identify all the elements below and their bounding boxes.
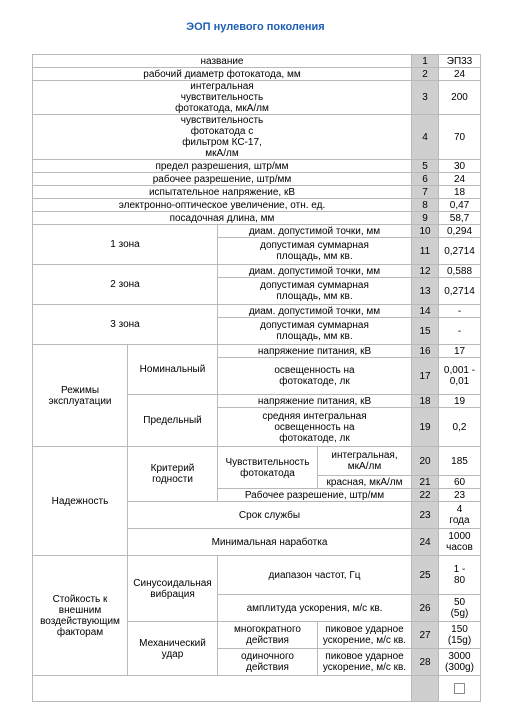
zone-label: 3 зона	[33, 305, 218, 345]
param-label: диам. допустимой точки, мм	[218, 265, 412, 278]
param-value: -	[439, 305, 481, 318]
param-value: -	[439, 318, 481, 345]
param-value: 23	[439, 489, 481, 502]
row-number: 19	[412, 408, 439, 447]
row-number: 26	[412, 595, 439, 622]
row-number: 11	[412, 238, 439, 265]
param-value: 0,588	[439, 265, 481, 278]
table-row	[33, 199, 481, 212]
param-value: 50 (5g)	[439, 595, 481, 622]
table-row	[33, 265, 481, 278]
row-number: 24	[412, 529, 439, 556]
param-value: 18	[439, 186, 481, 199]
param-value: 0,2714	[439, 278, 481, 305]
row-number: 22	[412, 489, 439, 502]
param-label: напряжение питания, кВ	[218, 395, 412, 408]
param-label: многократного действия	[218, 622, 318, 649]
table-row	[33, 173, 481, 186]
footer-cell	[33, 676, 412, 702]
table-row	[33, 68, 481, 81]
param-label: Минимальная наработка	[128, 529, 412, 556]
table-row	[33, 225, 481, 238]
row-number: 8	[412, 199, 439, 212]
table-row	[33, 447, 481, 476]
row-number: 7	[412, 186, 439, 199]
row-number: 13	[412, 278, 439, 305]
param-label: испытательное напряжение, кВ	[33, 186, 412, 199]
shock-label: Механический удар	[128, 622, 218, 676]
row-number: 12	[412, 265, 439, 278]
row-number: 5	[412, 160, 439, 173]
row-number: 16	[412, 345, 439, 358]
param-label: диапазон частот, Гц	[218, 556, 412, 595]
param-value: 4 года	[439, 502, 481, 529]
row-number: 9	[412, 212, 439, 225]
table-row	[33, 212, 481, 225]
footer-checkbox-cell	[439, 676, 481, 702]
table-row	[33, 556, 481, 595]
param-value: 1 - 80	[439, 556, 481, 595]
param-value: 185	[439, 447, 481, 476]
vibration-label: Синусоидальная вибрация	[128, 556, 218, 622]
row-number: 20	[412, 447, 439, 476]
row-number: 15	[412, 318, 439, 345]
spec-table-wrapper	[32, 54, 481, 702]
param-value: 70	[439, 115, 481, 160]
row-number: 28	[412, 649, 439, 676]
param-label: рабочее разрешение, штр/мм	[33, 173, 412, 186]
criterion-label: Критерий годности	[128, 447, 218, 502]
param-label: допустимая суммарная площадь, мм кв.	[218, 318, 412, 345]
param-label: интегральная чувствительность фотокатода, мкА/лм	[33, 81, 412, 115]
param-value: ЭП33	[439, 55, 481, 68]
row-number: 14	[412, 305, 439, 318]
param-label: амплитуда ускорения, м/с кв.	[218, 595, 412, 622]
param-label: диам. допустимой точки, мм	[218, 225, 412, 238]
param-value: 30	[439, 160, 481, 173]
param-sublabel: пиковое ударное ускорение, м/с кв.	[318, 622, 412, 649]
row-number: 4	[412, 115, 439, 160]
param-label: Рабочее разрешение, штр/мм	[218, 489, 412, 502]
table-row	[33, 305, 481, 318]
param-label: посадочная длина, мм	[33, 212, 412, 225]
param-label: допустимая суммарная площадь, мм кв.	[218, 238, 412, 265]
table-row	[33, 115, 481, 160]
row-number: 6	[412, 173, 439, 186]
param-value: 19	[439, 395, 481, 408]
param-value: 200	[439, 81, 481, 115]
zone-label: 1 зона	[33, 225, 218, 265]
param-label: средняя интегральная освещенность на фотокатоде, лк	[218, 408, 412, 447]
reliability-label: Надежность	[33, 447, 128, 556]
table-row	[33, 81, 481, 115]
row-number: 25	[412, 556, 439, 595]
row-number: 17	[412, 358, 439, 395]
param-label: рабочий диаметр фотокатода, мм	[33, 68, 412, 81]
param-sublabel: пиковое ударное ускорение, м/с кв.	[318, 649, 412, 676]
footer-number-cell	[412, 676, 439, 702]
param-value: 24	[439, 68, 481, 81]
param-value: 0,2714	[439, 238, 481, 265]
table-row	[33, 186, 481, 199]
table-row	[33, 160, 481, 173]
param-label: одиночного действия	[218, 649, 318, 676]
row-number: 1	[412, 55, 439, 68]
param-label: предел разрешения, штр/мм	[33, 160, 412, 173]
row-number: 21	[412, 476, 439, 489]
table-row	[33, 55, 481, 68]
row-number: 3	[412, 81, 439, 115]
param-label: освещенность на фотокатоде, лк	[218, 358, 412, 395]
param-label: диам. допустимой точки, мм	[218, 305, 412, 318]
param-label: Срок службы	[128, 502, 412, 529]
row-number: 27	[412, 622, 439, 649]
param-label: чувствительность фотокатода с фильтром КС-17, мкА/лм	[33, 115, 412, 160]
row-number: 2	[412, 68, 439, 81]
param-value: 3000 (300g)	[439, 649, 481, 676]
zone-label: 2 зона	[33, 265, 218, 305]
mode-limit-label: Предельный	[128, 395, 218, 447]
select-checkbox[interactable]	[454, 683, 465, 694]
param-value: 0,47	[439, 199, 481, 212]
param-label: интегральная, мкА/лм	[318, 447, 412, 476]
param-label: электронно-оптическое увеличение, отн. ед.	[33, 199, 412, 212]
durability-label: Стойкость к внешним воздействующим факторам	[33, 556, 128, 676]
modes-label: Режимы эксплуатации	[33, 345, 128, 447]
sensitivity-label: Чувствительность фотокатода	[218, 447, 318, 489]
param-value: 0,001 - 0,01	[439, 358, 481, 395]
table-row	[33, 345, 481, 358]
param-value: 24	[439, 173, 481, 186]
param-label: название	[33, 55, 412, 68]
param-label: напряжение питания, кВ	[218, 345, 412, 358]
row-number: 10	[412, 225, 439, 238]
row-number: 18	[412, 395, 439, 408]
mode-nominal-label: Номинальный	[128, 345, 218, 395]
param-value: 150 (15g)	[439, 622, 481, 649]
param-value: 60	[439, 476, 481, 489]
row-number: 23	[412, 502, 439, 529]
param-label: допустимая суммарная площадь, мм кв.	[218, 278, 412, 305]
param-value: 0,294	[439, 225, 481, 238]
spec-table	[32, 54, 481, 702]
param-value: 0,2	[439, 408, 481, 447]
param-value: 1000 часов	[439, 529, 481, 556]
page-title: ЭОП нулевого поколения	[186, 21, 325, 33]
table-row	[33, 676, 481, 702]
param-value: 58,7	[439, 212, 481, 225]
param-value: 17	[439, 345, 481, 358]
param-label: красная, мкА/лм	[318, 476, 412, 489]
